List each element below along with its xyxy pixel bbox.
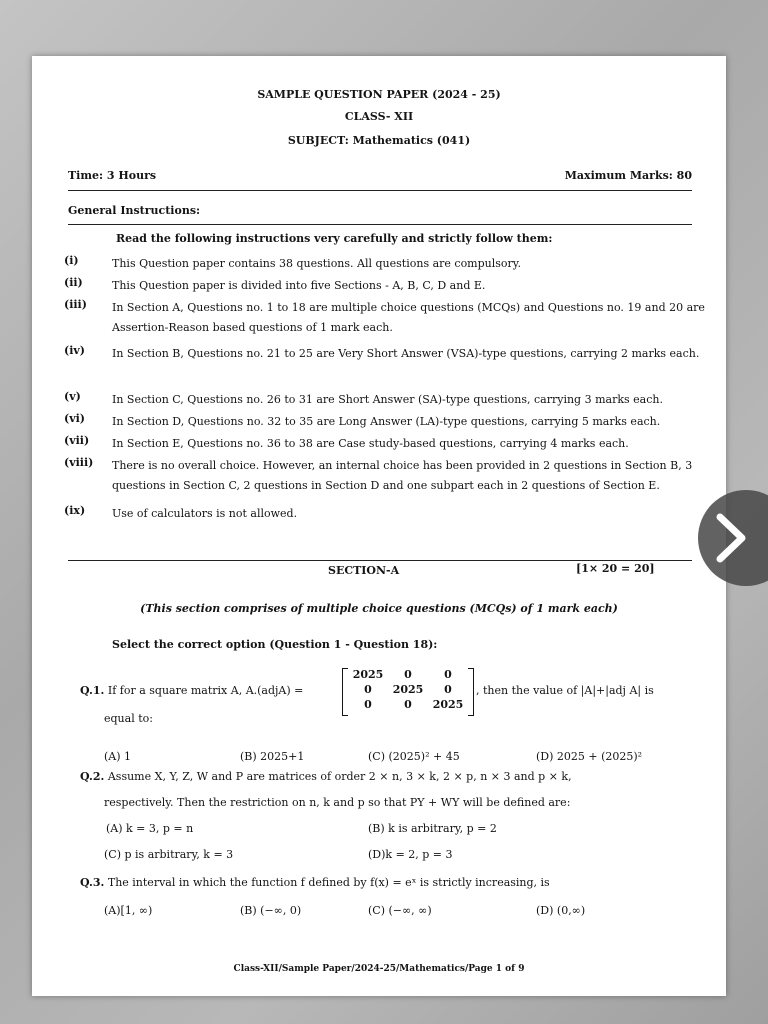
matrix-cell: 0 [444,668,452,681]
instruction-number: (v) [64,390,81,403]
matrix-cell: 0 [404,698,412,711]
instruction-text: In Section B, Questions no. 21 to 25 are Very Short Answer (VSA)-type questions, carrying 2 marks each. [112,347,700,360]
matrix-cell: 2025 [352,668,384,681]
question-text: If for a square matrix A, A.(adjA) = [107,684,304,697]
matrix-cell: 2025 [392,683,424,696]
page-footer: Class-XII/Sample Paper/2024-25/Mathematics/Page 1 of 9 [233,964,525,974]
general-instructions-heading: General Instructions: [68,204,201,217]
instruction-text: In Section A, Questions no. 1 to 18 are multiple choice questions (MCQs) and Questions no. 19 and 20 are Assertion-Reason based questions of 1 mark each. [112,301,705,334]
class-label: CLASS- XII [344,110,414,123]
instruction-number: (vi) [64,412,85,425]
option-a: (A) 1 [104,750,132,763]
instruction-number: (i) [64,254,79,267]
divider [68,190,692,191]
question-number: Q.3. [80,876,105,889]
matrix [348,668,468,711]
option-b: (B) 2025+1 [240,750,305,763]
instruction-number: (ii) [64,276,83,289]
instruction-number: (ix) [64,504,86,517]
section-note: (This section comprises of multiple choice questions (MCQs) of 1 mark each) [140,602,618,615]
option-a: (A) k = 3, p = n [106,822,194,835]
question-number: Q.2. [80,770,105,783]
instruction-text: In Section C, Questions no. 26 to 31 are Short Answer (SA)-type questions, carrying 3 marks each. [112,393,663,406]
instruction-text: In Section D, Questions no. 32 to 35 are Long Answer (LA)-type questions, carrying 5 marks each. [112,415,661,428]
instruction-text: This Question paper is divided into five Sections - A, B, C, D and E. [112,279,486,292]
question-number: Q.1. [80,684,105,697]
instruction-text: This Question paper contains 38 questions. All questions are compulsory. [112,257,522,270]
matrix-cell: 0 [444,683,452,696]
option-c: (C) (2025)² + 45 [368,750,460,763]
instruction-text: Use of calculators is not allowed. [112,507,298,520]
section-marks: [1× 20 = 20] [576,562,655,575]
subject-label: SUBJECT: Mathematics (041) [287,134,471,147]
question-text-continued: respectively. Then the restriction on n, k and p so that PY + WY will be defined are: [104,796,571,809]
paper-title: SAMPLE QUESTION PAPER (2024 - 25) [257,88,501,101]
matrix-cell: 0 [364,683,372,696]
question-text: Assume X, Y, Z, W and P are matrices of order 2 × n, 3 × k, 2 × p, n × 3 and p × k, [107,770,572,783]
matrix-cell: 0 [364,698,372,711]
option-a: (A)[1, ∞) [104,904,153,917]
matrix-cell: 0 [404,668,412,681]
time-label: Time: 3 Hours [68,169,157,182]
question-text-continued: , then the value of |A|+|adj A| is [476,684,654,697]
option-c: (C) (−∞, ∞) [368,904,432,917]
question-1 [80,684,303,697]
option-c: (C) p is arbitrary, k = 3 [104,848,234,861]
matrix-cell: 2025 [432,698,464,711]
instruction-number: (iv) [64,344,85,357]
option-b: (B) (−∞, 0) [240,904,302,917]
question-2 [80,770,572,783]
section-title: SECTION-A [328,564,400,577]
chevron-right-icon[interactable] [714,513,750,563]
question-paper-page [32,56,726,996]
question-text: The interval in which the function f defined by f(x) = eˣ is strictly increasing, is [107,876,550,889]
max-marks-label: Maximum Marks: 80 [564,169,692,182]
select-instruction: Select the correct option (Question 1 - Question 18): [112,638,438,651]
instruction-text: There is no overall choice. However, an internal choice has been provided in 2 questions in Section B, 3 questions in Section C, 2 questions in Section D and one subpart each in 2 questions of Section E. [112,459,693,492]
instruction-number: (iii) [64,298,87,311]
matrix-bracket-right [468,668,474,716]
option-d: (D) 2025 + (2025)² [536,750,643,763]
divider [68,224,692,225]
divider [68,560,692,561]
option-b: (B) k is arbitrary, p = 2 [368,822,497,835]
instruction-text: In Section E, Questions no. 36 to 38 are Case study-based questions, carrying 4 marks each. [112,437,629,450]
question-3 [80,876,550,889]
option-d: (D)k = 2, p = 3 [368,848,453,861]
question-text-continued: equal to: [104,712,153,725]
instruction-number: (vii) [64,434,90,447]
option-d: (D) (0,∞) [536,904,586,917]
instructions-lead: Read the following instructions very carefully and strictly follow them: [116,232,553,245]
instruction-number: (viii) [64,456,94,469]
